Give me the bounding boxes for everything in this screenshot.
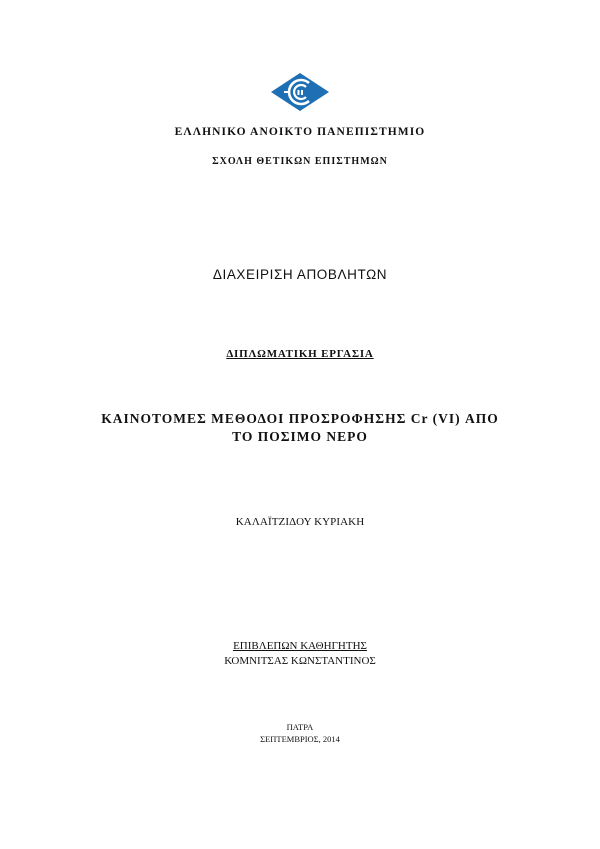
city: ΠΑΤΡΑ xyxy=(286,722,314,732)
thesis-title-line-1: ΚΑΙΝΟΤΟΜΕΣ ΜΕΘΟΔΟΙ ΠΡΟΣΡΟΦΗΣΗΣ Cr (VI) ΑΠΟ xyxy=(101,411,499,426)
university-name: ΕΛΛΗΝΙΚΟ ΑΝΟΙΚΤΟ ΠΑΝΕΠΙΣΤΗΜΙΟ xyxy=(174,126,426,138)
university-logo-icon xyxy=(270,72,330,112)
thesis-title-line-2: ΤΟ ΠΟΣΙΜΟ ΝΕΡΟ xyxy=(232,429,368,444)
university-logo-graphic xyxy=(270,72,330,112)
supervisor-label: ΕΠΙΒΛΕΠΩΝ ΚΑΘΗΓΗΤΗΣ xyxy=(233,640,367,652)
supervisor-name: ΚΟΜΝΙΤΣΑΣ ΚΩΝΣΤΑΝΤΙΝΟΣ xyxy=(224,655,376,667)
author-name: ΚΑΛΑΪΤΖΙΔΟΥ ΚΥΡΙΑΚΗ xyxy=(235,516,365,528)
thesis-type-heading: ΔΙΠΛΩΜΑΤΙΚΗ ΕΡΓΑΣΙΑ xyxy=(226,348,374,360)
school-name: ΣΧΟΛΗ ΘΕΤΙΚΩΝ ΕΠΙΣΤΗΜΩΝ xyxy=(212,156,388,167)
thesis-title xyxy=(0,410,600,446)
date: ΣΕΠΤΕΜΒΡΙΟΣ, 2014 xyxy=(260,734,340,744)
program-name: ΔΙΑΧΕΙΡΙΣΗ ΑΠΟΒΛΗΤΩΝ xyxy=(212,267,388,282)
